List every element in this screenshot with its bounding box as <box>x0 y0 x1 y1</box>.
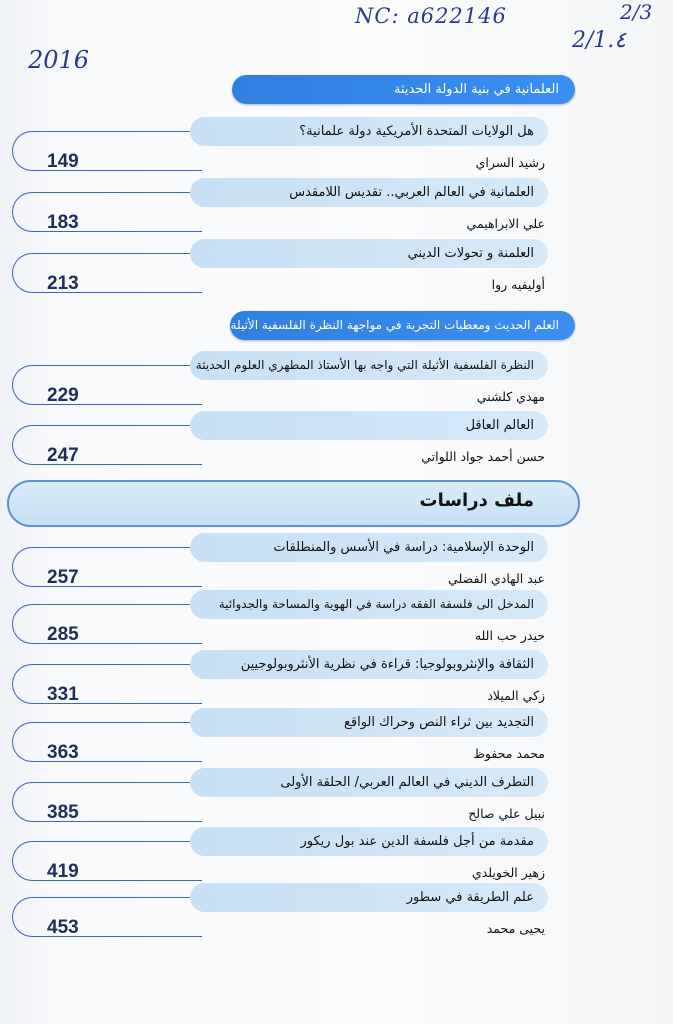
section-header-modern-science: العلم الحديث ومعطيات التجربة في مواجهة النظرة الفلسفية الأثيلة <box>230 311 575 340</box>
entry-connector-line <box>12 547 202 587</box>
toc-entry[interactable] <box>0 117 673 187</box>
entry-page-number: 183 <box>47 212 79 233</box>
entry-author: زهير الخويلدي <box>471 865 545 880</box>
toc-entry[interactable] <box>0 178 673 248</box>
entry-title[interactable]: العلمنة و تحولات الديني <box>190 239 548 268</box>
entry-author: حسن أحمد جواد اللواتي <box>421 449 545 464</box>
entry-title[interactable]: علم الطريقة في سطور <box>190 883 548 912</box>
toc-entry[interactable] <box>0 883 673 953</box>
entry-title[interactable]: العالم العاقل <box>190 411 548 440</box>
entry-connector-line <box>12 722 202 762</box>
entry-connector-line <box>12 664 202 704</box>
entry-connector-line <box>12 425 202 465</box>
toc-entry[interactable] <box>0 411 673 481</box>
entry-connector-line <box>12 841 202 881</box>
entry-author: حيدر حب الله <box>474 628 545 643</box>
toc-entry[interactable] <box>0 239 673 309</box>
entry-title[interactable]: العلمانية في العالم العربي.. تقديس اللامقدس <box>190 178 548 207</box>
entry-page-number: 453 <box>47 917 79 938</box>
entry-connector-line <box>12 365 202 405</box>
entry-title[interactable]: مقدمة من أجل فلسفة الدين عند بول ريكور <box>190 827 548 856</box>
entry-connector-line <box>12 782 202 822</box>
entry-author: محمد محفوظ <box>473 746 545 761</box>
entry-page-number: 229 <box>47 385 79 406</box>
dossier-section-header <box>7 480 580 527</box>
entry-page-number: 385 <box>47 802 79 823</box>
entry-page-number: 213 <box>47 273 79 294</box>
entry-author: زكي الميلاد <box>487 688 545 703</box>
entry-title[interactable]: الثقافة والإنثروبولوجيا: قراءة في نظرية الأنثروبولوجيين <box>190 650 548 679</box>
entry-connector-line <box>12 897 202 937</box>
entry-title[interactable]: المدخل الى فلسفة الفقه دراسة في الهوية والمساحة والجدوائية <box>190 590 548 619</box>
entry-connector-line <box>12 192 202 232</box>
entry-author: أوليفيه روا <box>491 277 545 292</box>
entry-author: يحيى محمد <box>486 921 545 936</box>
entry-author: مهدي كلشني <box>476 389 545 404</box>
handwritten-year: 2016 <box>28 46 90 74</box>
entry-connector-line <box>12 131 202 171</box>
entry-connector-line <box>12 253 202 293</box>
entry-page-number: 149 <box>47 151 79 172</box>
section-header-secularism: العلمانية في بنية الدولة الحديثة <box>232 75 575 104</box>
entry-title[interactable]: التجديد بين ثراء النص وحراك الواقع <box>190 708 548 737</box>
entry-page-number: 363 <box>47 742 79 763</box>
entry-title[interactable]: الوحدة الإسلامية: دراسة في الأسس والمنطلقات <box>190 533 548 562</box>
entry-page-number: 257 <box>47 567 79 588</box>
entry-title[interactable]: التطرف الديني في العالم العربي/ الحلقة الأولى <box>190 768 548 797</box>
entry-author: عبد الهادي الفضلي <box>448 571 545 586</box>
dossier-title: ملف دراسات <box>419 490 534 511</box>
entry-title[interactable]: النظرة الفلسفية الأثيلة التي واجه بها الأستاذ المطهري العلوم الحديثة <box>190 351 548 380</box>
entry-page-number: 247 <box>47 445 79 466</box>
handwritten-call-number: NC: a622146 <box>355 4 507 28</box>
handwritten-date: 2/1.٤ <box>572 28 627 53</box>
entry-author: نبيل علي صالح <box>468 806 545 821</box>
entry-page-number: 285 <box>47 624 79 645</box>
entry-page-number: 331 <box>47 684 79 705</box>
entry-page-number: 419 <box>47 861 79 882</box>
entry-connector-line <box>12 604 202 644</box>
entry-author: رشيد السراي <box>475 155 545 170</box>
handwritten-fraction: 2/3 <box>620 0 653 24</box>
entry-author: علي الابراهيمي <box>466 216 545 231</box>
entry-title[interactable]: هل الولايات المتحدة الأمريكية دولة علمانية؟ <box>190 117 548 146</box>
